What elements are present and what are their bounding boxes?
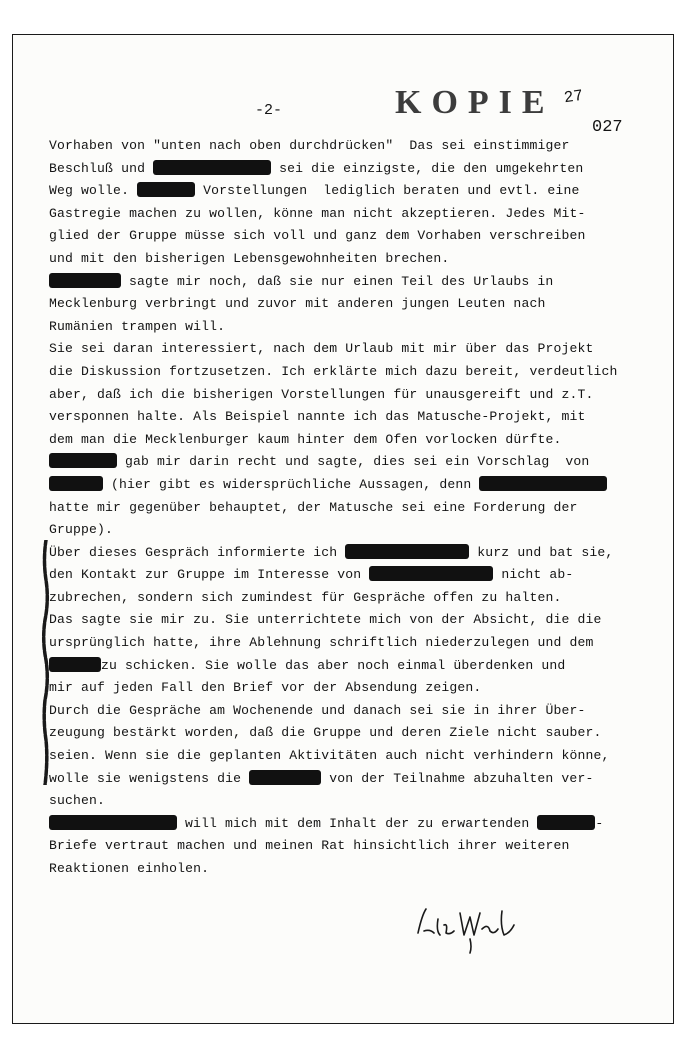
text-segment: dem man die Mecklenburger kaum hinter dem Ofen vorlocken dürfte.	[49, 431, 562, 447]
text-segment: Weg wolle.	[49, 183, 138, 199]
page-number: -2-	[255, 102, 283, 119]
text-segment: von der Teilnahme abzuhalten ver-	[321, 770, 594, 786]
text-segment: zu schicken. Sie wolle das aber noch einmal überdenken und	[101, 657, 566, 673]
redaction-bar	[153, 160, 271, 175]
text-line	[49, 700, 649, 723]
text-line	[49, 542, 649, 565]
text-line	[49, 180, 649, 203]
text-segment: den Kontakt zur Gruppe im Interesse von	[49, 567, 370, 583]
margin-marking-line	[40, 540, 52, 785]
redaction-bar	[137, 182, 195, 197]
redaction-bar	[49, 453, 117, 468]
redaction-bar	[49, 273, 121, 288]
text-segment: Durch die Gespräche am Wochenende und danach sei sie in ihrer Über-	[49, 702, 586, 718]
text-segment: Vorhaben von "unten nach oben durchdrücken" Das sei einstimmiger	[49, 138, 570, 153]
redaction-bar	[49, 476, 103, 491]
text-line	[49, 655, 649, 678]
text-line	[49, 835, 649, 858]
text-segment: Beschluß und	[49, 160, 154, 176]
text-line	[49, 745, 649, 768]
text-segment: sagte mir noch, daß sie nur einen Teil des Urlaubs in	[121, 273, 554, 289]
stamp-annotation: 27	[562, 86, 585, 108]
text-segment: mir auf jeden Fall den Brief vor der Absendung zeigen.	[49, 680, 482, 696]
redaction-bar	[479, 476, 607, 491]
text-line	[49, 497, 649, 520]
text-line	[49, 722, 649, 745]
text-segment: Gruppe).	[49, 522, 114, 538]
text-segment: Briefe vertraut machen und meinen Rat hinsichtlich ihrer weiteren	[49, 838, 570, 854]
text-segment: Gastregie machen zu wollen, könne man nicht akzeptieren. Jedes Mit-	[49, 205, 586, 221]
text-segment: Reaktionen einholen.	[49, 861, 210, 876]
text-line	[49, 519, 649, 542]
text-line	[49, 632, 649, 655]
text-line	[49, 429, 649, 452]
text-segment: zeugung bestärkt worden, daß die Gruppe und deren Ziele nicht sauber.	[49, 725, 602, 741]
text-segment: aber, daß ich die bisherigen Vorstellungen für unausgereift und z.T.	[49, 386, 594, 402]
text-line	[49, 293, 649, 316]
text-line	[49, 564, 649, 587]
text-segment: zubrechen, sondern sich zumindest für Gespräche offen zu halten.	[49, 589, 562, 605]
text-line	[49, 677, 649, 700]
text-line	[49, 338, 649, 361]
text-line	[49, 384, 649, 407]
text-segment: wolle sie wenigstens die	[49, 770, 250, 786]
text-segment: -	[595, 815, 604, 831]
text-segment: gab mir darin recht und sagte, dies sei ein Vorschlag von	[117, 454, 590, 470]
redaction-bar	[249, 770, 321, 785]
text-line	[49, 790, 649, 813]
text-line	[49, 451, 649, 474]
text-segment: (hier gibt es widersprüchliche Aussagen, denn	[103, 476, 480, 492]
redaction-bar	[369, 566, 493, 581]
text-segment: die Diskussion fortzusetzen. Ich erklärte mich dazu bereit, verdeutlich	[49, 363, 618, 379]
text-line	[49, 203, 649, 226]
text-segment: will mich mit dem Inhalt der zu erwartenden	[177, 815, 538, 831]
text-line	[49, 609, 649, 632]
text-segment: Sie sei daran interessiert, nach dem Urlaub mit mir über das Projekt	[49, 341, 594, 357]
text-line	[49, 135, 649, 158]
text-segment: glied der Gruppe müsse sich voll und ganz dem Vorhaben verschreiben	[49, 228, 586, 244]
text-segment: Über dieses Gespräch informierte ich	[49, 544, 346, 560]
text-line	[49, 813, 649, 836]
handwritten-signature	[410, 895, 530, 955]
text-segment: suchen.	[49, 793, 106, 809]
text-line	[49, 316, 649, 339]
text-segment: nicht ab-	[493, 567, 574, 583]
letter-body	[49, 135, 649, 881]
text-line	[49, 858, 649, 881]
text-line	[49, 587, 649, 610]
text-line	[49, 271, 649, 294]
text-segment: Mecklenburg verbringt und zuvor mit anderen jungen Leuten nach	[49, 296, 546, 312]
text-segment: kurz und bat sie,	[469, 544, 614, 560]
text-segment: Das sagte sie mir zu. Sie unterrichtete mich von der Absicht, die die	[49, 612, 602, 628]
text-line	[49, 361, 649, 384]
text-line	[49, 768, 649, 791]
redaction-bar	[49, 657, 101, 672]
text-line	[49, 248, 649, 271]
redaction-bar	[345, 544, 469, 559]
text-line	[49, 474, 649, 497]
text-segment: Vorstellungen lediglich beraten und evtl. eine	[195, 183, 580, 199]
redaction-bar	[49, 815, 177, 830]
copy-stamp: KOPIE	[395, 84, 555, 121]
text-line	[49, 406, 649, 429]
document-number: 027	[592, 118, 623, 137]
text-segment: versponnen halte. Als Beispiel nannte ich das Matusche-Projekt, mit	[49, 409, 586, 425]
text-segment: Rumänien trampen will.	[49, 318, 226, 334]
text-segment: sei die einzigste, die den umgekehrten	[271, 160, 584, 176]
text-segment: ursprünglich hatte, ihre Ablehnung schriftlich niederzulegen und dem	[49, 635, 594, 651]
text-line	[49, 225, 649, 248]
text-segment: und mit den bisherigen Lebensgewohnheiten brechen.	[49, 250, 450, 266]
text-segment: seien. Wenn sie die geplanten Aktivitäten auch nicht verhindern könne,	[49, 748, 610, 764]
redaction-bar	[537, 815, 595, 830]
text-line	[49, 158, 649, 181]
text-segment: hatte mir gegenüber behauptet, der Matusche sei eine Forderung der	[49, 499, 578, 515]
